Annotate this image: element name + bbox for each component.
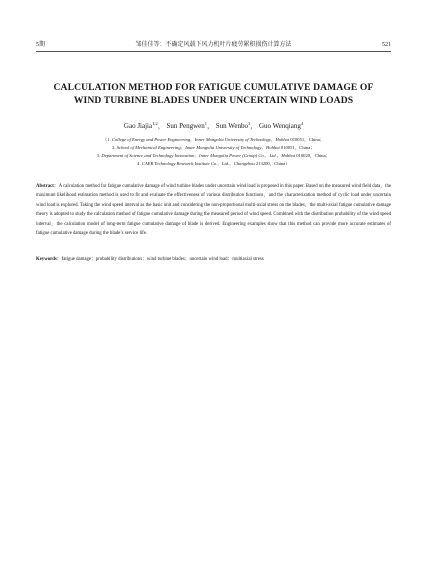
affiliation-institution: CAER Technology Research Institute Co.，Ltd.，Changzhou <box>141 160 255 166</box>
affiliation-postcode: 213200，China） <box>254 160 290 166</box>
affiliation-postcode: 010051，China； <box>279 144 315 150</box>
author-name: Sun Wenbo <box>215 122 248 130</box>
affiliation-institution: School of Mechanical Engineering，Inner Mongolia University of Technology，Hohhot <box>116 144 280 150</box>
author-name: Gao Jiajia <box>123 122 153 130</box>
affiliation-number: 4. <box>137 160 142 166</box>
affiliation-item <box>40 160 387 168</box>
author-list <box>36 121 391 131</box>
keywords <box>36 255 391 264</box>
author-separator: ， <box>250 122 258 130</box>
affiliation-item <box>40 136 387 144</box>
author-affiliation-mark: 1 <box>204 121 208 126</box>
affiliation-item <box>40 152 387 160</box>
affiliation-institution: College of Energy and Power Engineering，Inner Mongolia University of Technology，Hohhot <box>111 137 290 142</box>
affiliation-institution: Department of Science and Technology Innovation，Inner Mongolia Power (Group) Co.，Ltd.，Hohhot <box>101 152 296 158</box>
issue-number: 5期 <box>36 42 46 48</box>
author-name: Guo Wenqiang <box>258 122 301 130</box>
page-number: 521 <box>382 42 391 48</box>
author-name: Sun Pengwen <box>166 122 205 130</box>
running-title: 邹佳佳等：不确定风载下风力机叶片疲劳累积损伤计算方法 <box>135 42 292 48</box>
author-affiliation-mark: 3 <box>247 121 251 126</box>
title-line-2: WIND TURBINE BLADES UNDER UNCERTAIN WIND LOADS <box>73 94 354 106</box>
title-line-1: CALCULATION METHOD FOR FATIGUE CUMULATIVE DAMAGE OF <box>53 82 374 93</box>
keywords-label: Keywords： <box>36 257 62 262</box>
header-divider <box>36 51 391 52</box>
affiliation-number: 2. <box>112 144 117 150</box>
affiliation-list <box>40 136 387 168</box>
affiliation-item <box>40 144 387 152</box>
affiliation-number: （1. <box>102 137 112 142</box>
affiliation-postcode: 010020，China； <box>295 152 331 158</box>
abstract-text: A calculation method for fatigue cumulative damage of wind turbine blades under uncertain wind load is proposed in this paper. Based on the measured wind field data，the maximum likelihood estimation method is used to fit and evaluate the effectiveness of various distribution functions，and the characterization method of cyclic load under uncertain wind load is explored. Taking the wind speed interval as the basic unit and considering the non-proportional multi-axial stress on the blades，the multi-axial fatigue cumulative damage theory is adopted to study the calculation method of fatigue cumulative damage during the measured period of wind speed. Combined with the distribution probability of the wind speed interval，the calculation model of long-term fatigue cumulative damage of blade is derived. Engineering examples show that this method can provide more accurate estimates of fatigue cumulative damage during the blade’s service life. <box>36 184 391 237</box>
abstract-label: Abstract： <box>36 184 59 189</box>
paper-title <box>36 82 391 107</box>
abstract <box>36 182 391 238</box>
affiliation-postcode: 010051，China； <box>289 137 325 142</box>
author-affiliation-mark: 1,2 <box>152 121 158 126</box>
author-separator: ， <box>207 122 215 130</box>
author-affiliation-mark: 4 <box>300 121 304 126</box>
keywords-text: fatigue damage；probability distributions；wind turbine blades；uncertain wind load；multiaxial stress <box>61 257 264 262</box>
author-separator: ， <box>157 122 165 130</box>
affiliation-number: 3. <box>96 152 102 158</box>
